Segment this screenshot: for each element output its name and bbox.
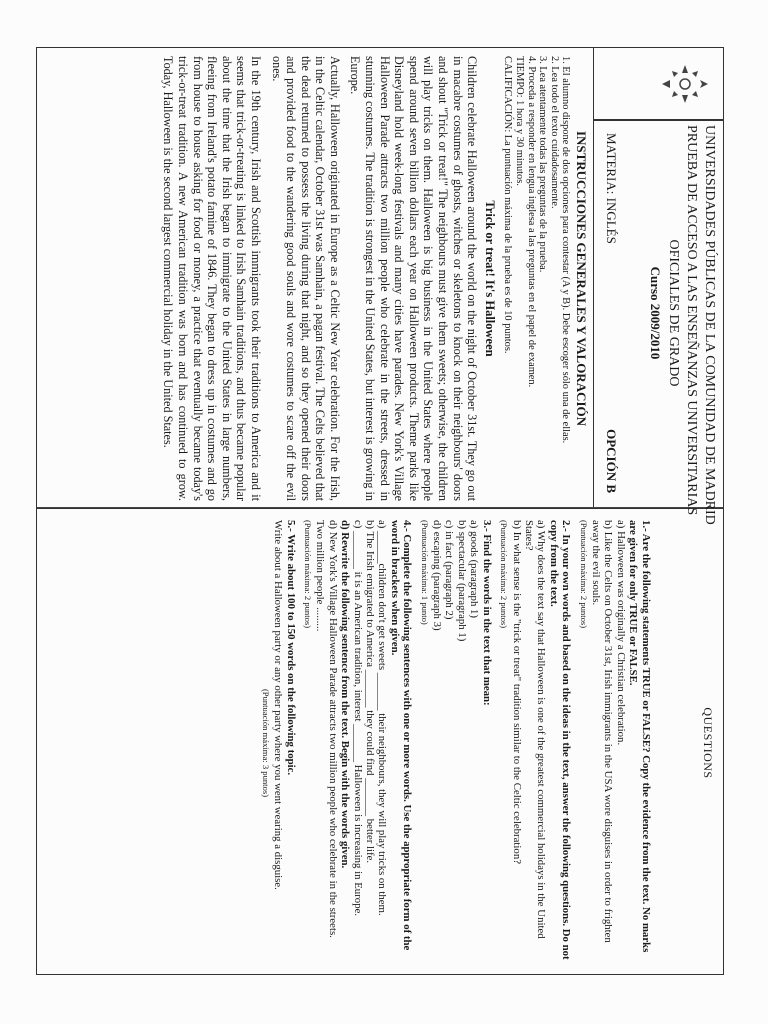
question-item: a) Halloween was originally a Christian celebration. — [614, 520, 627, 746]
instruction-item: 2. Lea todo el texto cuidadosamente. — [548, 56, 560, 209]
question-item: a) ______children don't get sweets _______ their neighbours, they will play tricks on them. — [376, 520, 389, 916]
question-header: 5.- Write about 100 to 150 words on the following topic. — [284, 520, 297, 776]
question-item: d) New York's Village Halloween Parade attracts two million people who celebrate in the streets. — [326, 520, 339, 938]
university-logo-icon — [656, 55, 714, 113]
score-note: (Puntuación máxima: 3 puntos) — [260, 688, 271, 798]
question-1 — [577, 520, 651, 966]
question-item: b) In what sense is the "trick or treat" tradition similar to the Celtic celebration? — [510, 520, 523, 865]
reading-section — [155, 56, 588, 501]
question-item: d) escaping (paragraph 3) — [431, 520, 444, 631]
score-note: (Puntuación máxima: 2 puntos) — [499, 520, 510, 629]
question-item: a) goods (paragraph 1) — [468, 520, 481, 619]
question-4 — [302, 520, 414, 966]
header-line: UNIVERSIDADES PÚBLICAS DE LA COMUNIDAD DE MADRID — [702, 125, 717, 525]
question-item: d) Rewrite the following sentence from the text. Begin with the words given. — [339, 520, 352, 869]
question-item: Two million people ......... — [314, 520, 327, 632]
questions-heading: QUESTIONS — [701, 707, 715, 779]
question-item: b) The Irish emigrated to America _______ they could find _______ better life. — [364, 520, 377, 864]
question-2 — [498, 520, 572, 966]
subject-label: MATERIA: INGLÉS — [604, 133, 619, 244]
question-item: b) spectacular (paragraph 1) — [455, 520, 468, 642]
question-header: 2.- In your own words and based on the ideas in the text, answer the following questions. Do not copy from the text. — [547, 520, 573, 960]
course-year: Curso 2009/2010 — [648, 266, 663, 360]
question-item: a) Why does the text say that Halloween is one of the greatest commercial holidays in the United States? — [522, 520, 548, 939]
instructions-title: INSTRUCCIONES GENERALES Y VALORACIÓN — [574, 130, 589, 427]
header-line: PRUEBA DE ACCESO A LAS ENSEÑANZAS UNIVERSITARIAS — [684, 125, 699, 516]
article-paragraph: In the 19th century, Irish and Scottish immigrants took their traditions to America and it seems that trick-or-treating is linked to Irish Samhain traditions, and thus became popular about the time that the Irish began to immigrate to the United States in large numbers, fleeing from Ireland's potato famine of 1846. They began to dress up in costumes and go from house to house asking for food or money, a practice that eventually became today's trick-or-treat tradition. A new American tradition was born and has continued to grow. Today, Halloween is the second largest commercial holiday in the United States. — [161, 56, 263, 501]
instruction-item: 4. Proceda a responder en lengua inglesa a las preguntas en el papel de examen. — [525, 56, 537, 388]
question-item: b) Like the Celts on October 31st, Irish immigrants in the USA wore disguises in order to frighten away the evil souls. — [589, 520, 615, 943]
question-header: 1.- Are the following statements TRUE or FALSE? Copy the evidence from the text. No marks are given for only TRUE or FALSE. — [627, 520, 652, 953]
question-item: Write about a Halloween party or any other party where you went wearing a disguise. — [272, 520, 285, 890]
score-note: (Puntuación máxima: 2 puntos) — [303, 520, 314, 629]
instruction-item: 1. El alumno dispone de dos opciones para contestar (A y B). Debe escoger sólo una de ellas. — [560, 56, 572, 444]
article-title: Trick or treat! It's Halloween — [482, 200, 497, 357]
header-line: OFICIALES DE GRADO — [666, 239, 681, 387]
article-paragraph: Children celebrate Halloween around the world on the night of October 31st. They go out in macabre costumes of ghosts, witches or skeletons to knock on their neighbours' doors and shout "Trick or treat!" The neighbours must give them sweets; otherwise, the children will play tricks on them. Halloween is big business in the United States where people spend around seven billion dollars each year on Halloween products. Theme parks like Disneyland hold week-long festivals and many cities have parades. New York's Village Halloween Parade attracts two million people who celebrate in the streets, dressed in stunning costumes. The tradition is strongest in the United States, but interest is growing in Europe. — [348, 56, 480, 501]
question-item: c) in fact (paragraph 2) — [443, 520, 456, 620]
question-item: c) _______ it is an American tradition, interest _______ Halloween is increasing in Europe. — [351, 520, 364, 917]
questions-section — [254, 520, 714, 966]
question-header: 3.- Find the words in the text that mean: — [480, 520, 493, 706]
option-label: OPCIÓN B — [604, 429, 619, 493]
question-5 — [259, 520, 296, 966]
header-divider — [594, 119, 724, 121]
time-note: TIEMPO: 1 hora y 30 minutos. — [514, 56, 526, 186]
question-header: 4.- Complete the following sentences with one or more words. Use the appropriate form of the word in brackets when given. — [388, 520, 414, 951]
subject-line — [600, 125, 622, 501]
grading-note: CALIFICACIÓN: La puntuación máxima de la prueba es de 10 puntos. — [502, 56, 514, 354]
exam-header — [593, 47, 724, 525]
institution-title — [646, 125, 718, 525]
score-note: (Puntuación máxima: 2 puntos) — [578, 520, 589, 629]
article-paragraph: Actually, Halloween originated in Europe as a Celtic New Year celebration. For the Irish, in the Celtic calendar, October 31st was Samhain, a pagan festival. The Celts believed that the dead returned to possess the living during that night, and so they opened their doors and provided food to the wandering good souls and wore costumes to scare off the evil ones. — [269, 56, 342, 501]
score-note: (Puntuación máxima: 1 punto) — [419, 520, 430, 625]
instruction-item: 3. Lea atentamente todas las preguntas de la prueba. — [537, 56, 549, 273]
question-3 — [418, 520, 492, 966]
